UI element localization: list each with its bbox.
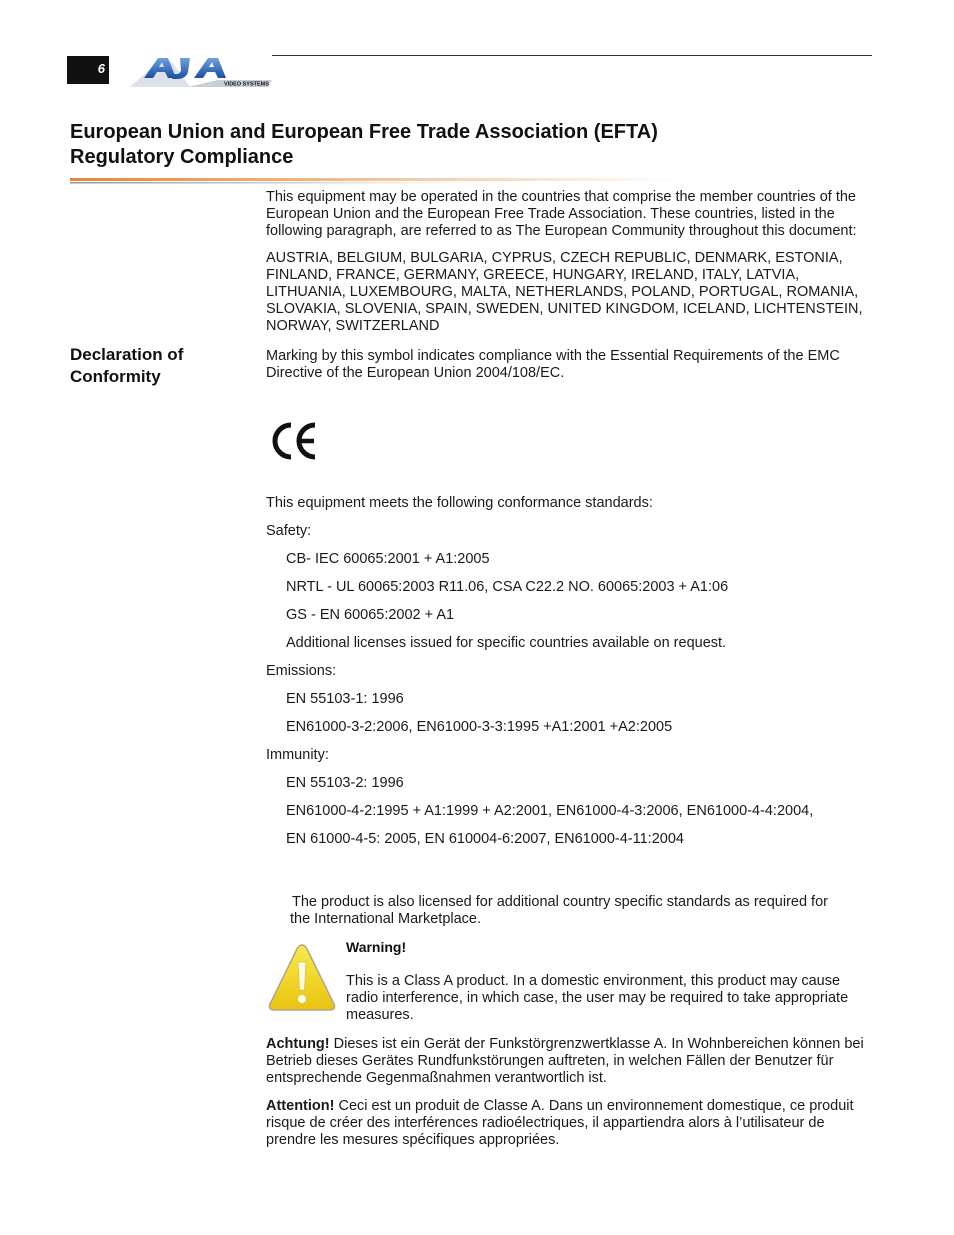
achtung-text: Dieses ist ein Gerät der Funkstörgrenzwertklasse A. In Wohnbereichen können bei Betrieb dieses Gerätes Rundfunkstörungen auftreten, in welchen Fällen der Benutzer für entsprechende Gegenmaßnahmen verantwortlich ist. xyxy=(266,1036,864,1086)
marking-paragraph: Marking by this symbol indicates compliance with the Essential Requirements of the EMC Directive of the European Union 2004/108/EC. xyxy=(266,348,840,381)
immunity-standard-item: EN 55103-2: 1996 xyxy=(286,775,404,791)
safety-standard-item: CB- IEC 60065:2001 + A1:2005 xyxy=(286,551,490,567)
safety-label: Safety: xyxy=(266,523,312,539)
title-underline xyxy=(70,173,678,183)
warning-triangle-icon xyxy=(268,942,336,1014)
emissions-standard-item: EN 55103-1: 1996 xyxy=(286,691,404,707)
warning-title: Warning! xyxy=(346,939,407,955)
safety-standard-item: GS - EN 60065:2002 + A1 xyxy=(286,607,455,623)
page-number: 6 xyxy=(67,56,109,84)
safety-standard-item: NRTL - UL 60065:2003 R11.06, CSA C22.2 NO. 60065:2003 + A1:06 xyxy=(286,579,729,595)
intro-paragraph: This equipment may be operated in the countries that comprise the member countries of the European Union and the European Free Trade Association. These countries, listed in the following paragraph, are referred to as The European Community throughout this document: xyxy=(266,189,857,239)
section-title-line2: Regulatory Compliance xyxy=(70,146,294,168)
ce-mark-icon xyxy=(270,420,322,462)
attention-paragraph xyxy=(266,1098,871,1149)
attention-label: Attention! xyxy=(266,1098,335,1114)
attention-text: Ceci est un produit de Classe A. Dans un environnement domestique, ce produit risque de créer des interférences radioélectriques, il appartiendra alors à l’utilisateur de prendre les mesures spécifiques appropriées. xyxy=(266,1098,854,1148)
section-title xyxy=(70,120,770,170)
countries-list: AUSTRIA, BELGIUM, BULGARIA, CYPRUS, CZECH REPUBLIC, DENMARK, ESTONIA, FINLAND, FRANCE, GERMANY, GREECE, HUNGARY, IRELAND, ITALY, LATVIA, LITHUANIA, LUXEMBOURG, MALTA, NETHERLANDS, POLAND, PORTUGAL, ROMANIA, SLOVAKIA, SLOVENIA, SPAIN, SWEDEN, UNITED KINGDOM, ICELAND, LICHTENSTEIN, NORWAY, SWITZERLAND xyxy=(266,250,863,334)
header-rule xyxy=(272,55,872,56)
immunity-label: Immunity: xyxy=(266,747,329,763)
declaration-heading-line2: Conformity xyxy=(70,367,161,386)
emissions-label: Emissions: xyxy=(266,663,337,679)
standards-intro: This equipment meets the following conformance standards: xyxy=(266,495,653,511)
aja-logo xyxy=(128,54,274,90)
achtung-label: Achtung! xyxy=(266,1036,330,1052)
licensed-paragraph: The product is also licensed for additional country specific standards as required for the International Marketplace. xyxy=(290,894,828,927)
safety-standard-item: Additional licenses issued for specific countries available on request. xyxy=(286,635,727,651)
warning-text: This is a Class A product. In a domestic environment, this product may cause radio interference, in which case, the user may be required to take appropriate measures. xyxy=(346,973,849,1023)
immunity-standard-item: EN 61000-4-5: 2005, EN 610004-6:2007, EN61000-4-11:2004 xyxy=(286,831,684,847)
declaration-heading xyxy=(70,344,230,388)
declaration-heading-line1: Declaration of xyxy=(70,345,184,364)
logo-subtext: VIDEO SYSTEMS xyxy=(224,81,269,88)
emissions-standard-item: EN61000-3-2:2006, EN61000-3-3:1995 +A1:2001 +A2:2005 xyxy=(286,719,673,735)
immunity-standard-item: EN61000-4-2:1995 + A1:1999 + A2:2001, EN61000-4-3:2006, EN61000-4-4:2004, xyxy=(286,803,814,819)
section-title-line1: European Union and European Free Trade Association (EFTA) xyxy=(70,121,658,143)
achtung-paragraph xyxy=(266,1036,871,1087)
